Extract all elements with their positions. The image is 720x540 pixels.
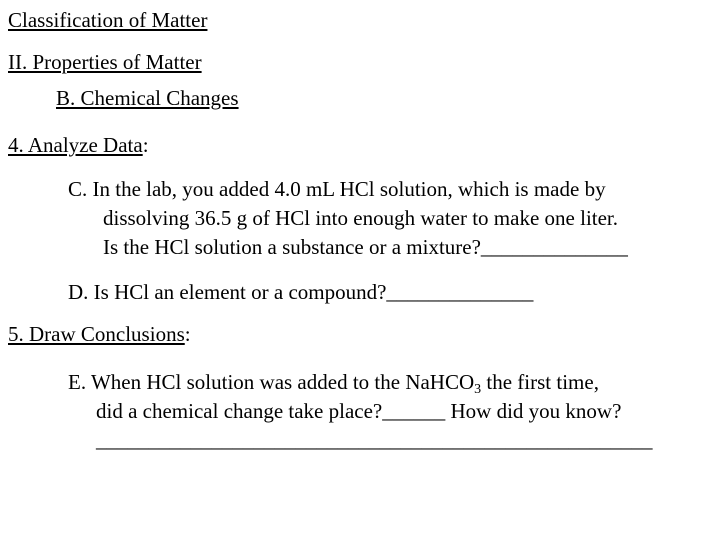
- part4-colon: :: [142, 133, 149, 157]
- subsection-heading: B. Chemical Changes: [56, 86, 239, 110]
- part5-heading: 5. Draw Conclusions: [8, 322, 185, 346]
- question-c-line2: dissolving 36.5 g of HCl into enough water to make one liter.: [103, 206, 619, 230]
- question-d-line1: D. Is HCl an element or a compound?______________: [68, 280, 534, 304]
- question-e-subscript: 3: [474, 382, 482, 397]
- part5-heading-row: [8, 322, 191, 346]
- part4-heading: 4. Analyze Data: [8, 133, 143, 157]
- part4-heading-row: [8, 133, 149, 157]
- question-e-line2: did a chemical change take place?______ How did you know?: [96, 399, 622, 423]
- question-c-line3: Is the HCl solution a substance or a mixture?______________: [103, 235, 628, 259]
- question-e-answer-line: _____________________________________________________: [96, 428, 653, 452]
- question-c-line1: C. In the lab, you added 4.0 mL HCl solution, which is made by: [68, 177, 606, 201]
- question-e-line1-end: the first time,: [481, 370, 599, 394]
- section-heading: II. Properties of Matter: [8, 50, 202, 74]
- question-e-line1-text: E. When HCl solution was added to the NaHCO: [68, 370, 475, 394]
- question-e-line1: [68, 370, 599, 397]
- part5-colon: :: [184, 322, 191, 346]
- document-title: Classification of Matter: [8, 8, 208, 32]
